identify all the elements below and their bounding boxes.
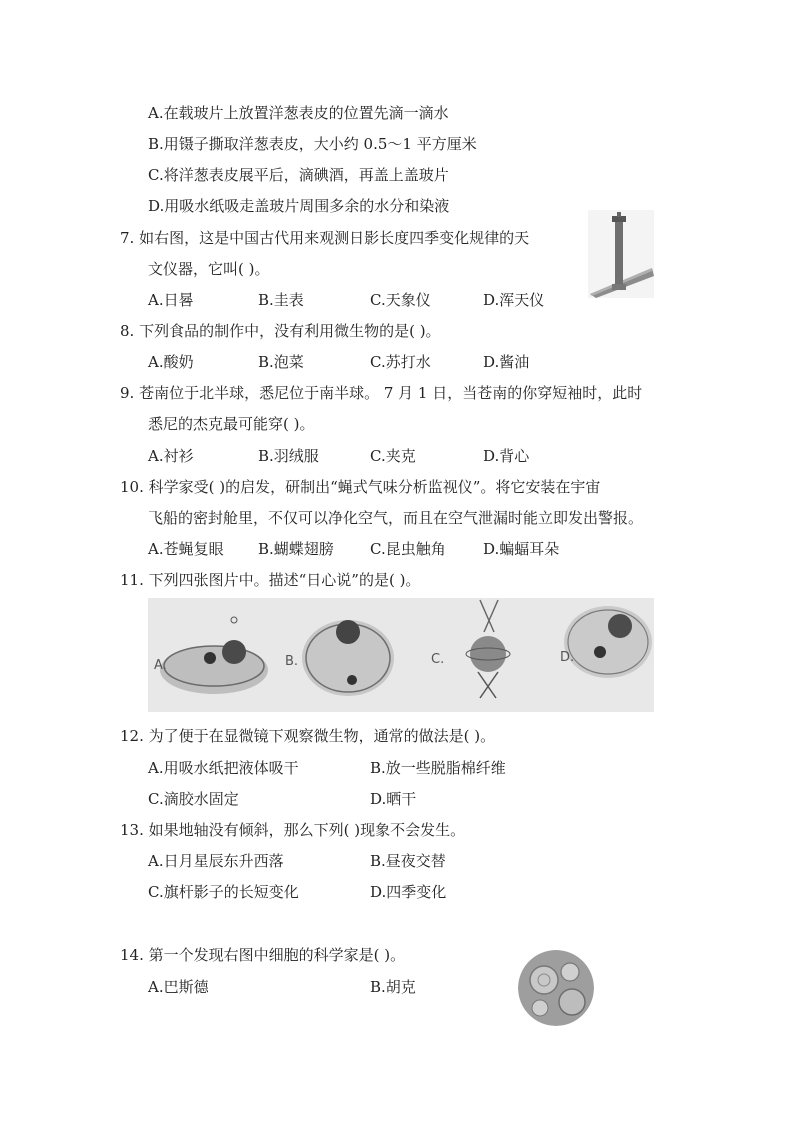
q7-text-line1: 7. 如右图，这是中国古代用来观测日影长度四季变化规律的天 xyxy=(120,229,530,247)
q8-option-c: C.苏打水 xyxy=(370,353,431,371)
q13-text-line1: 13. 如果地轴没有倾斜，那么下列( )现象不会发生。 xyxy=(120,821,466,839)
q8-text-line1: 8. 下列食品的制作中，没有利用微生物的是( )。 xyxy=(120,322,441,340)
q12-text-line1: 12. 为了便于在显微镜下观察微生物，通常的做法是( )。 xyxy=(120,727,496,745)
q12-option-c: C.滴胶水固定 xyxy=(148,790,239,808)
q12-option-a: A.用吸水纸把液体吸干 xyxy=(148,759,299,777)
q10-text-line2: 飞船的密封舱里，不仅可以净化空气，而且在空气泄漏时能立即发出警报。 xyxy=(148,509,644,527)
q10-text-line1: 10. 科学家受( )的启发，研制出“蝇式气味分析监视仪”。将它安装在宇宙 xyxy=(120,478,601,496)
q8-option-b: B.泡菜 xyxy=(258,353,304,371)
q14-option-b: B.胡克 xyxy=(370,978,416,996)
q13-option-d: D.四季变化 xyxy=(370,883,447,901)
q9-option-c: C.夹克 xyxy=(370,447,416,465)
q6-option-c: C.将洋葱表皮展平后，滴碘酒，再盖上盖玻片 xyxy=(148,166,449,184)
q8-option-d: D.酱油 xyxy=(483,353,530,371)
model-label-c: C. xyxy=(431,652,445,667)
cork-cell-image xyxy=(518,950,594,1026)
q9-text-line1: 9. 苍南位于北半球，悉尼位于南半球。 7 月 1 日，当苍南的你穿短袖时，此时 xyxy=(120,384,643,402)
q14-option-a: A.巴斯德 xyxy=(148,978,209,996)
q6-option-d: D.用吸水纸吸走盖玻片周围多余的水分和染液 xyxy=(148,197,450,215)
q12-option-d: D.晒干 xyxy=(370,790,417,808)
model-label-d: D. xyxy=(560,650,575,665)
q13-option-b: B.昼夜交替 xyxy=(370,852,446,870)
model-label-a: A. xyxy=(154,658,167,673)
q13-option-a: A.日月星辰东升西落 xyxy=(148,852,284,870)
gnomon-image xyxy=(588,210,654,298)
model-d-illustration xyxy=(564,606,652,678)
q9-text-line2: 悉尼的杰克最可能穿( )。 xyxy=(148,415,315,433)
q11-text-line1: 11. 下列四张图片中。描述“日心说”的是( )。 xyxy=(120,571,421,589)
q14-text-line1: 14. 第一个发现右图中细胞的科学家是( )。 xyxy=(120,946,406,964)
q6-option-b: B.用镊子撕取洋葱表皮，大小约 0.5～1 平方厘米 xyxy=(148,135,477,153)
q12-option-b: B.放一些脱脂棉纤维 xyxy=(370,759,506,777)
q9-option-b: B.羽绒服 xyxy=(258,447,319,465)
q7-text-line2: 文仪器，它叫( )。 xyxy=(148,260,270,278)
q6-option-a: A.在载玻片上放置洋葱表皮的位置先滴一滴水 xyxy=(148,104,449,122)
q7-option-b: B.圭表 xyxy=(258,291,304,309)
q9-option-d: D.背心 xyxy=(483,447,530,465)
q10-option-d: D.蝙蝠耳朵 xyxy=(483,540,560,558)
q13-option-c: C.旗杆影子的长短变化 xyxy=(148,883,299,901)
q10-option-c: C.昆虫触角 xyxy=(370,540,446,558)
q10-option-b: B.蝴蝶翅膀 xyxy=(258,540,334,558)
q7-option-a: A.日晷 xyxy=(148,291,194,309)
q7-option-c: C.天象仪 xyxy=(370,291,431,309)
q7-option-d: D.浑天仪 xyxy=(483,291,545,309)
cosmology-models-image xyxy=(148,598,654,712)
q8-option-a: A.酸奶 xyxy=(148,353,194,371)
model-b-illustration xyxy=(302,620,394,696)
q9-option-a: A.衬衫 xyxy=(148,447,194,465)
q10-option-a: A.苍蝇复眼 xyxy=(148,540,224,558)
model-label-b: B. xyxy=(285,654,299,669)
